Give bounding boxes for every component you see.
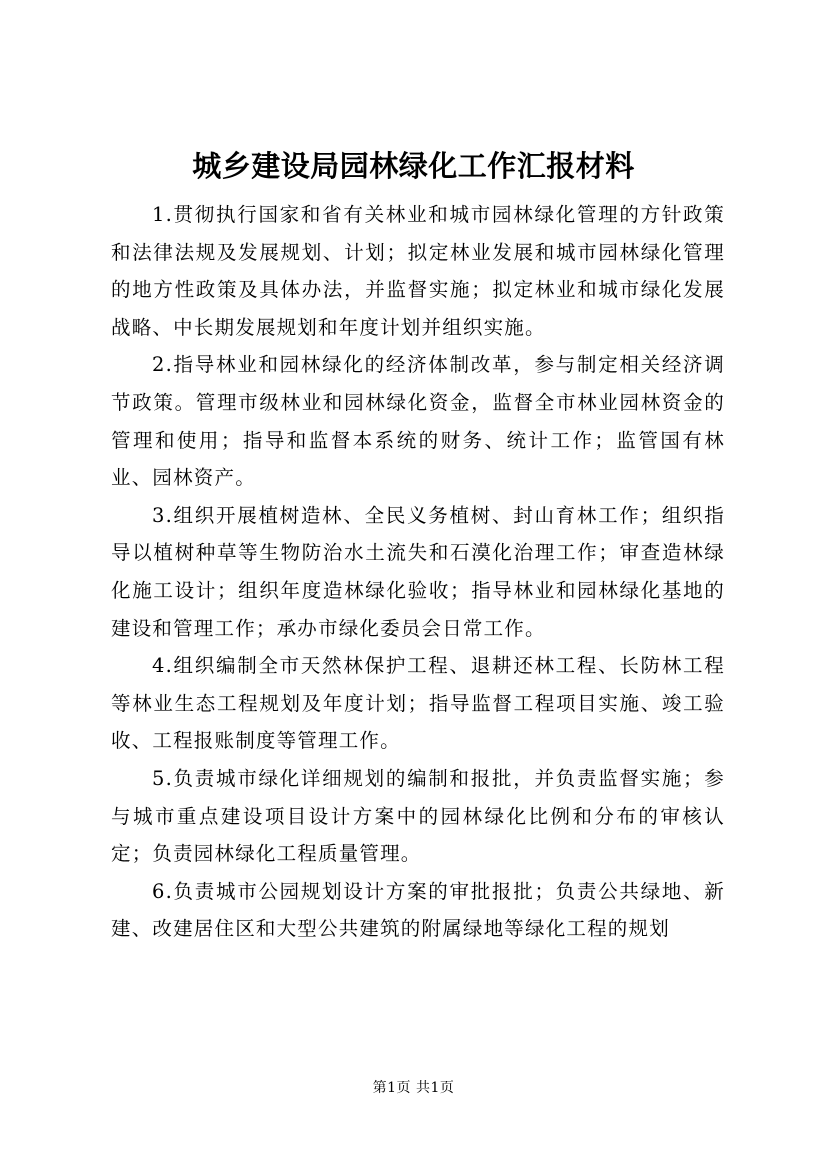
document-body <box>111 196 725 948</box>
paragraph-4: 4.组织编制全市天然林保护工程、退耕还林工程、长防林工程等林业生态工程规划及年度计划；指导监督工程项目实施、竣工验收、工程报账制度等管理工作。 <box>111 654 725 753</box>
paragraph-2: 2.指导林业和园林绿化的经济体制改革，参与制定相关经济调节政策。管理市级林业和园林绿化资金，监督全市林业园林资金的管理和使用；指导和监督本系统的财务、统计工作；监管国有林业、园林资产。 <box>111 353 725 490</box>
page-footer: 第1页 共1页 <box>372 1080 455 1096</box>
paragraph-5: 5.负责城市绿化详细规划的编制和报批，并负责监督实施；参与城市重点建设项目设计方案中的园林绿化比例和分布的审核认定；负责园林绿化工程质量管理。 <box>111 766 725 866</box>
document-title: 城乡建设局园林绿化工作汇报材料 <box>192 149 635 183</box>
paragraph-6: 6.负责城市公园规划设计方案的审批报批；负责公共绿地、新建、改建居住区和大型公共建筑的附属绿地等绿化工程的规划 <box>111 879 725 941</box>
paragraph-1: 1.贯彻执行国家和省有关林业和城市园林绿化管理的方针政策和法律法规及发展规划、计划；拟定林业发展和城市园林绿化管理的地方性政策及具体办法，并监督实施；拟定林业和城市绿化发展战略、中长期发展规划和年度计划并组织实施。 <box>111 203 725 339</box>
paragraph-3: 3.组织开展植树造林、全民义务植树、封山育林工作；组织指导以植树种草等生物防治水土流失和石漠化治理工作；审查造林绿化施工设计；组织年度造林绿化验收；指导林业和园林绿化基地的建设和管理工作；承办市绿化委员会日常工作。 <box>111 503 725 640</box>
